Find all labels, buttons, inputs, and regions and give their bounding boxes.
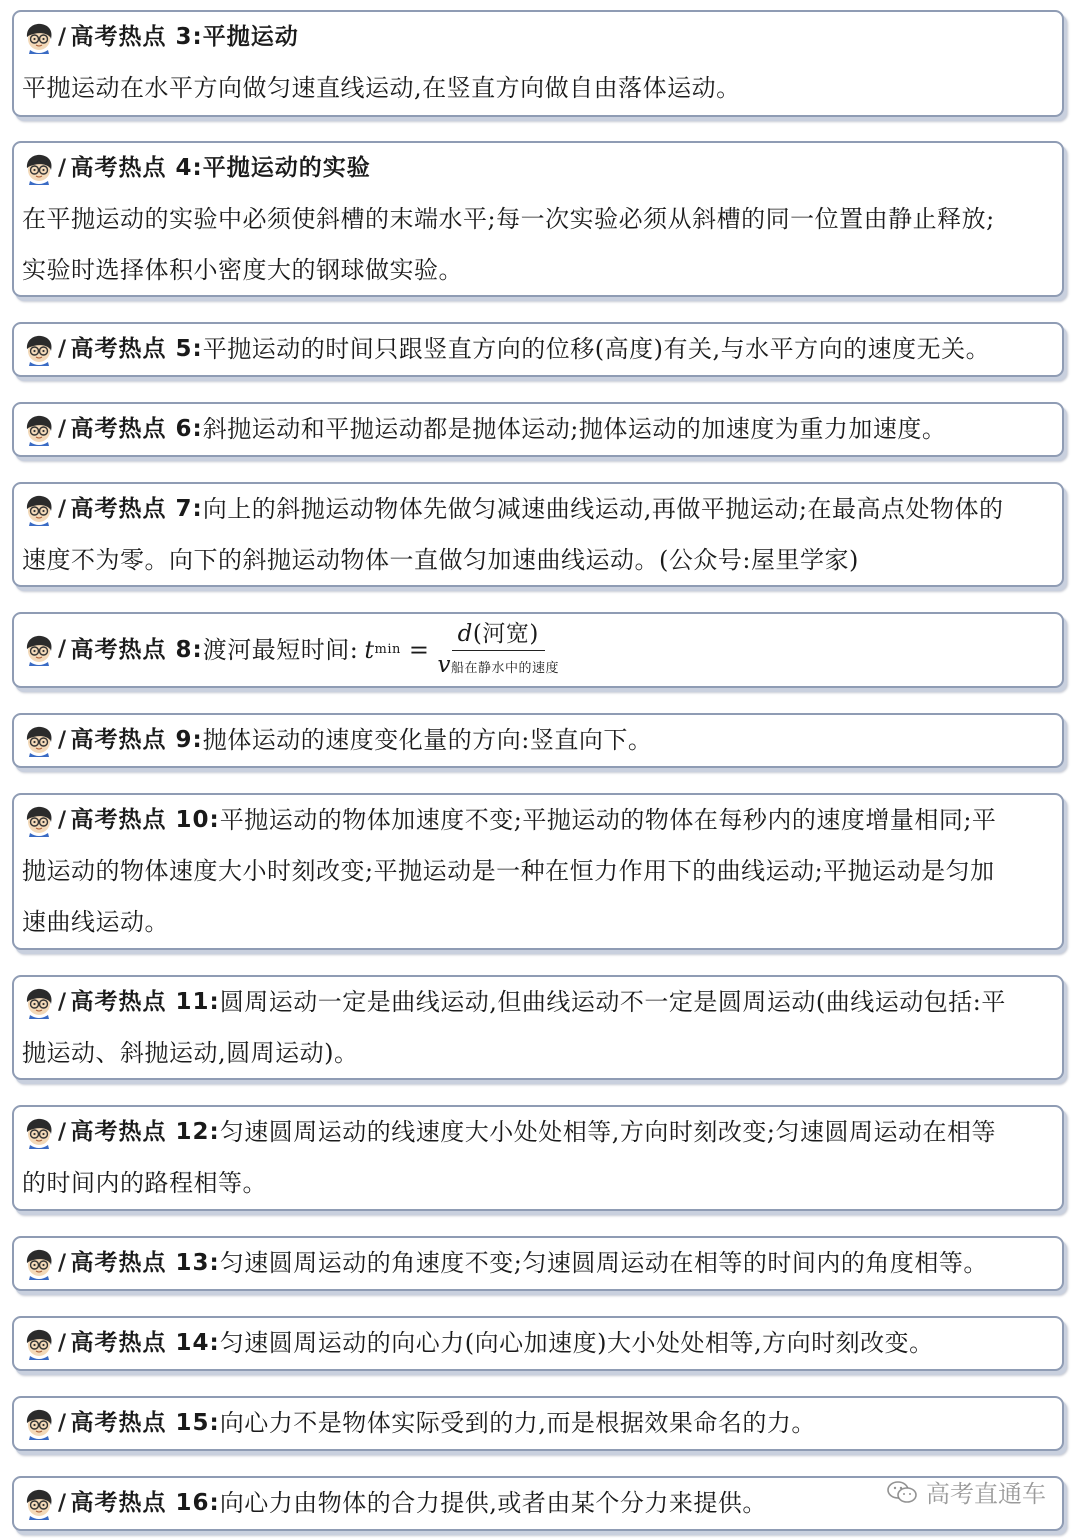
hotspot-card-9 [12,713,1064,768]
slash-icon: / [58,637,67,662]
slash-icon: / [58,1411,67,1436]
hotspot-title: 高考热点 12: [70,1119,220,1145]
slash-icon: / [58,497,67,522]
slash-icon: / [58,417,67,442]
hotspot-title: 高考热点 3: [70,24,203,50]
hotspot-title: 高考热点 5: [70,336,203,362]
card-heading [22,1107,1052,1158]
heading-text: 匀速圆周运动的向心力(向心加速度)大小处处相等,方向时刻改变。 [219,1329,934,1357]
hotspot-title-rest: 平抛运动 [202,24,299,50]
slash-icon: / [58,1491,67,1516]
heading-text: 向心力由物体的合力提供,或者由某个分力来提供。 [219,1489,767,1517]
numerator-var: d [457,620,473,647]
body-line: 的时间内的路程相等。 [22,1169,267,1197]
heading-text: 向上的斜抛运动物体先做匀减速曲线运动,再做平抛运动;在最高点处物体的 [202,495,1004,523]
heading-text: 圆周运动一定是曲线运动,但曲线运动不一定是圆周运动(曲线运动包括:平 [219,988,1006,1016]
hotspot-card-13 [12,1236,1064,1291]
denominator-subscript: 船在静水中的速度 [450,661,559,676]
river-crossing-formula [364,614,559,686]
hotspot-card-12 [12,1105,1064,1211]
body-line: 抛运动、斜抛运动,圆周运动)。 [22,1039,359,1067]
wechat-icon [886,1479,918,1505]
card-heading [22,1318,1052,1369]
hotspot-card-6 [12,402,1064,457]
hotspot-title: 高考热点 9: [70,727,203,753]
formula-denominator [437,651,559,678]
slash-icon: / [58,337,67,362]
body-line: 在平抛运动的实验中必须使斜槽的末端水平;每一次实验必须从斜槽的同一位置由静止释放; [22,205,995,233]
hotspot-card-15 [12,1396,1064,1451]
hotspot-card-4 [12,141,1064,297]
student-avatar-icon [22,1488,56,1520]
slash-icon: / [58,156,67,181]
card-heading [22,1238,1052,1289]
hotspot-title: 高考热点 6: [70,416,203,442]
slash-icon: / [58,25,67,50]
student-avatar-icon [22,805,56,837]
heading-text: 匀速圆周运动的角速度不变;匀速圆周运动在相等的时间内的角度相等。 [219,1249,988,1277]
numerator-text: (河宽) [472,620,539,647]
hotspot-card-3 [12,10,1064,117]
watermark-text: 高考直通车 [926,1480,1046,1508]
heading-text: 抛体运动的速度变化量的方向:竖直向下。 [202,726,653,754]
formula-equals: = [408,636,430,664]
slash-icon: / [58,1251,67,1276]
student-avatar-icon [22,334,56,366]
formula-fraction [437,622,559,679]
hotspot-title: 高考热点 15: [70,1410,220,1436]
slash-icon: / [58,808,67,833]
student-avatar-icon [22,634,56,666]
card-heading [22,484,1052,535]
hotspot-title: 高考热点 11: [70,989,220,1015]
student-avatar-icon [22,22,56,54]
hotspot-title: 高考热点 13: [70,1250,220,1276]
formula-numerator [452,622,545,651]
slash-icon: / [58,728,67,753]
card-heading [22,12,1052,63]
card-heading [22,795,1052,846]
card-heading [22,977,1052,1028]
card-heading [22,143,1052,194]
student-avatar-icon [22,1117,56,1149]
student-avatar-icon [22,153,56,185]
student-avatar-icon [22,494,56,526]
slash-icon: / [58,990,67,1015]
student-avatar-icon [22,1328,56,1360]
heading-text: 匀速圆周运动的线速度大小处处相等,方向时刻改变;匀速圆周运动在相等 [219,1118,996,1146]
heading-text: 向心力不是物体实际受到的力,而是根据效果命名的力。 [219,1409,816,1437]
hotspot-card-11 [12,975,1064,1080]
heading-text: 斜抛运动和平抛运动都是抛体运动;抛体运动的加速度为重力加速度。 [202,415,947,443]
hotspot-card-10 [12,793,1064,950]
slash-icon: / [58,1120,67,1145]
body-line: 速曲线运动。 [22,908,169,936]
hotspot-title: 高考热点 7: [70,496,203,522]
watermark [886,1474,1046,1509]
student-avatar-icon [22,1248,56,1280]
hotspot-title: 高考热点 4: [70,155,203,181]
heading-text: 平抛运动的物体加速度不变;平抛运动的物体在每秒内的速度增量相同;平 [219,806,997,834]
body-line: 速度不为零。向下的斜抛运动物体一直做匀加速曲线运动。(公众号:屋里学家) [22,546,859,574]
student-avatar-icon [22,414,56,446]
heading-text: 平抛运动的时间只跟竖直方向的位移(高度)有关,与水平方向的速度无关。 [202,335,991,363]
body-line: 平抛运动在水平方向做匀速直线运动,在竖直方向做自由落体运动。 [22,74,741,102]
slash-icon: / [58,1331,67,1356]
formula-t: t [364,636,375,664]
card-heading [22,324,1052,375]
hotspot-title-rest: 平抛运动的实验 [202,155,371,181]
student-avatar-icon [22,1408,56,1440]
body-line: 抛运动的物体速度大小时刻改变;平抛运动是一种在恒力作用下的曲线运动;平抛运动是匀加 [22,857,995,885]
hotspot-card-5 [12,322,1064,377]
student-avatar-icon [22,725,56,757]
hotspot-title: 高考热点 16: [70,1490,220,1516]
hotspot-card-8 [12,612,1064,688]
card-heading [22,404,1052,455]
formula-t-subscript: min [374,642,401,657]
denominator-var: v [437,652,451,678]
hotspot-card-7 [12,482,1064,587]
hotspot-title: 高考热点 8: [70,637,203,663]
card-heading [22,1398,1052,1449]
hotspot-title: 高考热点 14: [70,1330,220,1356]
card-heading [22,715,1052,766]
heading-text: 渡河最短时间: [202,636,359,664]
body-line: 实验时选择体积小密度大的钢球做实验。 [22,256,463,284]
hotspot-card-14 [12,1316,1064,1371]
card-heading [22,614,1052,686]
student-avatar-icon [22,987,56,1019]
hotspot-title: 高考热点 10: [70,807,220,833]
